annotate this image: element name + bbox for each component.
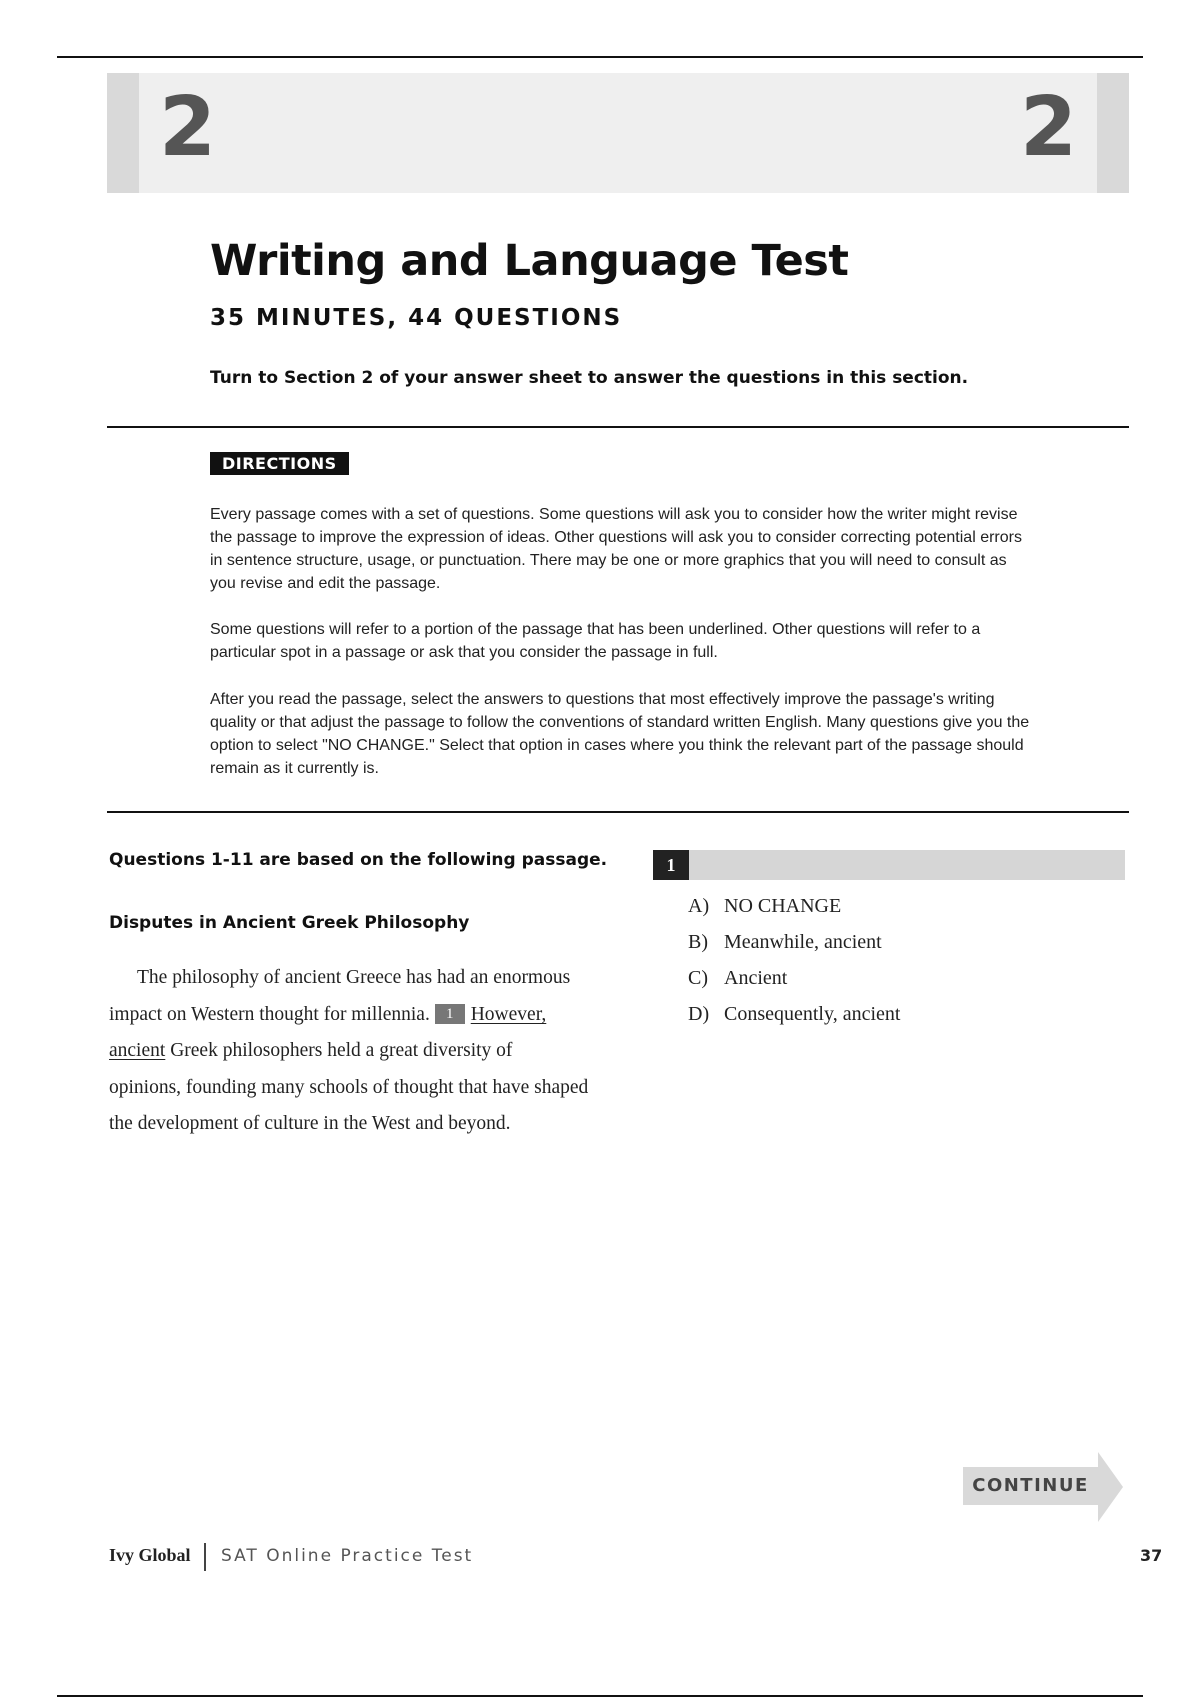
directions-label: DIRECTIONS <box>210 452 349 475</box>
directions-top-rule <box>107 426 1129 428</box>
directions-paragraph-3: After you read the passage, select the answers to questions that most effectively improve the passage's writing quality or that adjust the passage to follow the conventions of standard written English. Many questions give you the option to select "NO CHANGE." Select that option in cases where you think the relevant part of the passage should remain as it currently is. <box>210 691 1030 777</box>
choice-c[interactable] <box>688 960 900 996</box>
page-subtitle: 35 MINUTES, 44 QUESTIONS <box>210 305 623 331</box>
header-right-edge <box>1097 73 1129 193</box>
passage-text-after: Greek philosophers held a great diversity of opinions, founding many schools of thought that have shaped the development of culture in the West and beyond. <box>109 1040 589 1134</box>
footer-brand: Ivy Global <box>109 1545 191 1565</box>
section-number-right: 2 <box>1019 80 1077 175</box>
section-header-band <box>107 73 1129 193</box>
arrow-right-icon <box>1098 1452 1123 1522</box>
choice-b[interactable] <box>688 924 900 960</box>
passage-underlined-portion[interactable]: However, ancient <box>109 1003 547 1061</box>
page-title: Writing and Language Test <box>210 236 849 286</box>
page-number: 37 <box>1140 1546 1163 1565</box>
directions-bottom-rule <box>107 811 1129 813</box>
directions-paragraph-2: Some questions will refer to a portion of the passage that has been underlined. Other questions will refer to a particular spot in a passage or ask that you consider the passage in full. <box>210 621 981 661</box>
questions-intro: Questions 1-11 are based on the following passage. <box>109 850 608 870</box>
question-number: 1 <box>653 850 689 880</box>
choice-text: Consequently, ancient <box>724 1003 901 1025</box>
choice-a[interactable] <box>688 888 900 924</box>
passage-title: Disputes in Ancient Greek Philosophy <box>109 913 470 933</box>
section-instruction: Turn to Section 2 of your answer sheet to answer the questions in this section. <box>210 368 969 388</box>
top-rule <box>57 56 1143 58</box>
passage-text <box>109 960 589 1143</box>
choice-text: Meanwhile, ancient <box>724 931 882 953</box>
choice-letter: D) <box>688 1003 710 1025</box>
choice-text: NO CHANGE <box>724 895 842 917</box>
footer-subtitle: SAT Online Practice Test <box>221 1546 474 1566</box>
directions-paragraph-1: Every passage comes with a set of questions. Some questions will ask you to consider how the writer might revise the passage to improve the expression of ideas. Other questions will ask you to consider correcting potential errors in sentence structure, usage, or punctuation. There may be one or more graphics that you will need to consult as you revise and edit the passage. <box>210 506 1022 592</box>
question-header-bar <box>653 850 1125 880</box>
section-number-left: 2 <box>159 80 217 175</box>
choice-letter: C) <box>688 967 708 989</box>
choice-letter: A) <box>688 895 710 917</box>
bottom-rule <box>57 1695 1143 1697</box>
question-ref-marker[interactable]: 1 <box>435 1004 465 1024</box>
passage-text-before: The philosophy of ancient Greece has had an enormous impact on Western thought for millennia. <box>109 967 571 1025</box>
header-left-edge <box>107 73 139 193</box>
footer-divider <box>204 1543 206 1571</box>
choice-d[interactable] <box>688 996 900 1032</box>
answer-choices <box>688 888 900 1032</box>
choice-text: Ancient <box>724 967 788 989</box>
continue-label: CONTINUE <box>963 1467 1098 1505</box>
choice-letter: B) <box>688 931 708 953</box>
continue-button[interactable] <box>963 1452 1123 1522</box>
